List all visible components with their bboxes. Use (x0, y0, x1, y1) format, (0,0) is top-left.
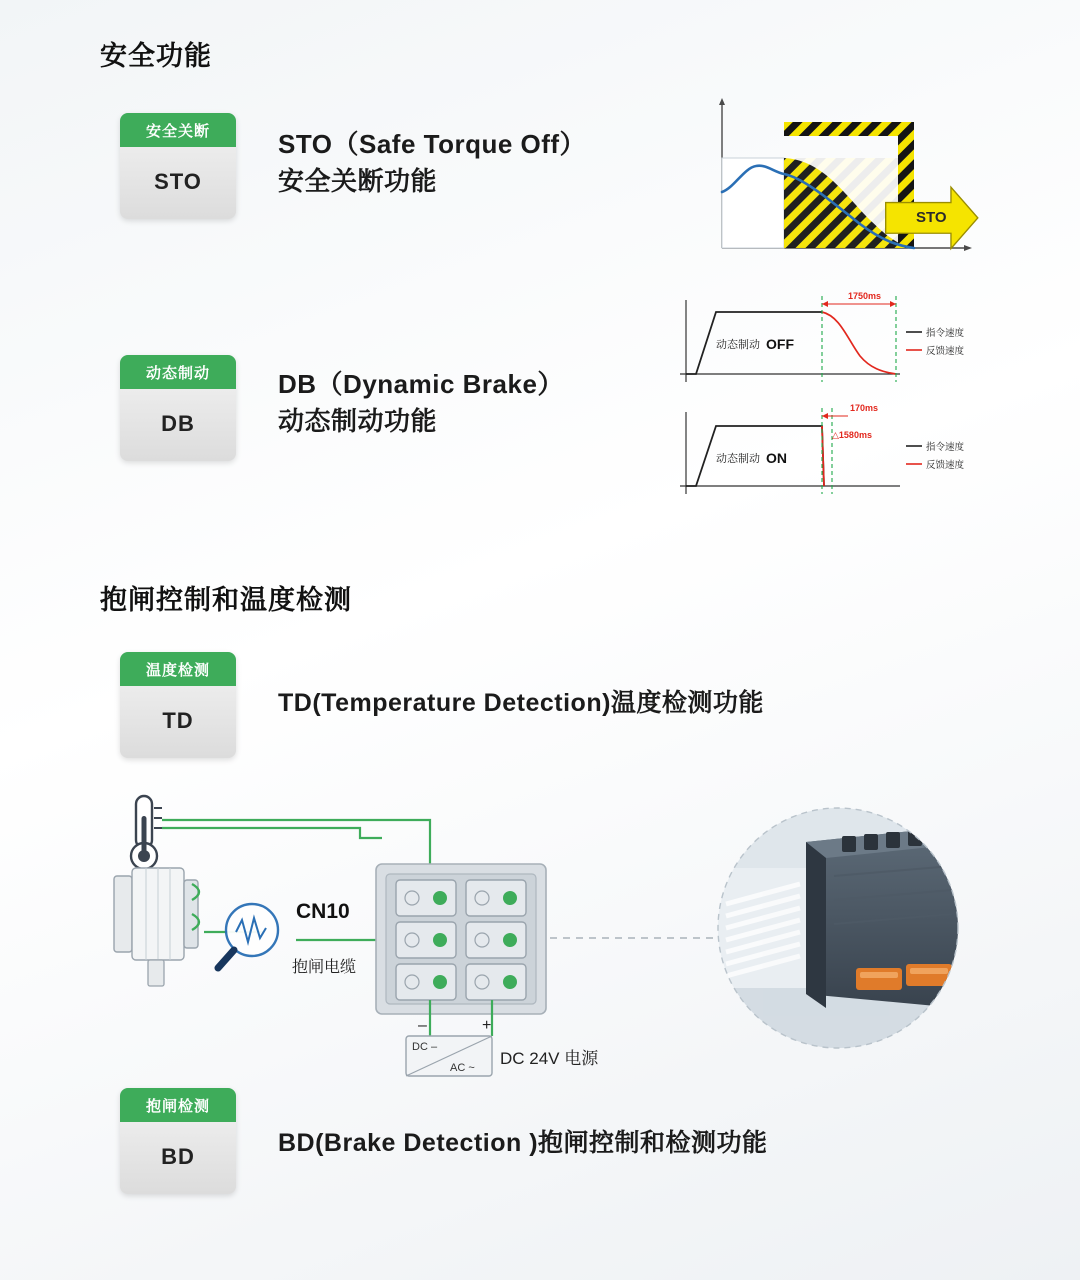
db-state-on: ON (766, 450, 787, 466)
thermometer-icon (131, 796, 162, 869)
feature-text-bd (278, 1126, 768, 1162)
feature-badge-label-td: 温度检测 (120, 652, 236, 686)
feature-code-sto: STO (120, 147, 236, 219)
psu-ac-label: AC ~ (450, 1062, 475, 1074)
psu-dc-label: DC – (412, 1041, 438, 1053)
feature-badge-label-bd: 抱闸检测 (120, 1088, 236, 1122)
db-state-off: OFF (766, 336, 794, 352)
section-title-safety: 安全功能 (100, 41, 212, 71)
feature-card-bd (120, 1088, 236, 1194)
feature-card-sto (120, 113, 236, 219)
db-annotation-off: 1750ms (848, 291, 882, 301)
feature-card-td (120, 652, 236, 758)
db-chart (672, 286, 984, 508)
feature-title-cn-db: 动态制动功能 (278, 405, 438, 436)
brake-cable-label: 抱闸电缆 (292, 959, 357, 976)
feature-text-td (278, 686, 764, 722)
feature-title-en-sto: STO（Safe Torque Off） (278, 129, 587, 159)
connector-label-cn10: CN10 (296, 900, 350, 923)
cn10-connector (376, 864, 546, 1014)
power-supply-label: DC 24V 电源 (500, 1049, 599, 1068)
power-supply-box (406, 1036, 492, 1076)
servo-motor-illustration (114, 868, 199, 986)
feature-code-db: DB (120, 389, 236, 461)
terminal-plus-label: + (482, 1017, 492, 1034)
feature-text-sto (278, 126, 586, 200)
sto-arrow-label: STO (916, 209, 947, 226)
feature-badge-label-sto: 安全关断 (120, 113, 236, 147)
db-annotation-on-1: 170ms (850, 403, 879, 413)
magnifier-icon (218, 904, 278, 968)
terminal-minus-label: – (418, 1017, 427, 1034)
feature-title-en-td: TD(Temperature Detection)温度检测功能 (278, 689, 764, 717)
feature-code-td: TD (120, 686, 236, 758)
feature-card-db (120, 355, 236, 461)
sto-illustration (700, 96, 980, 266)
db-state-prefix-off: 动态制动 (716, 339, 760, 351)
section-title-brake: 抱闸控制和温度检测 (100, 585, 352, 615)
db-legend-command-off: 指令速度 (926, 328, 965, 339)
db-state-prefix-on: 动态制动 (716, 453, 760, 465)
db-annotation-on-2: △1580ms (832, 430, 872, 440)
product-photo-circle (718, 808, 960, 1048)
feature-code-bd: BD (120, 1122, 236, 1194)
brake-wiring-diagram (100, 780, 980, 1080)
feature-title-en-bd: BD(Brake Detection )抱闸控制和检测功能 (278, 1129, 768, 1157)
db-legend-command-on: 指令速度 (926, 442, 965, 453)
feature-badge-label-db: 动态制动 (120, 355, 236, 389)
feature-text-db (278, 366, 564, 440)
db-legend-feedback-off: 反馈速度 (926, 346, 965, 357)
feature-title-cn-sto: 安全关断功能 (278, 165, 438, 196)
db-legend-feedback-on: 反馈速度 (926, 460, 965, 471)
feature-title-en-db: DB（Dynamic Brake） (278, 369, 564, 399)
